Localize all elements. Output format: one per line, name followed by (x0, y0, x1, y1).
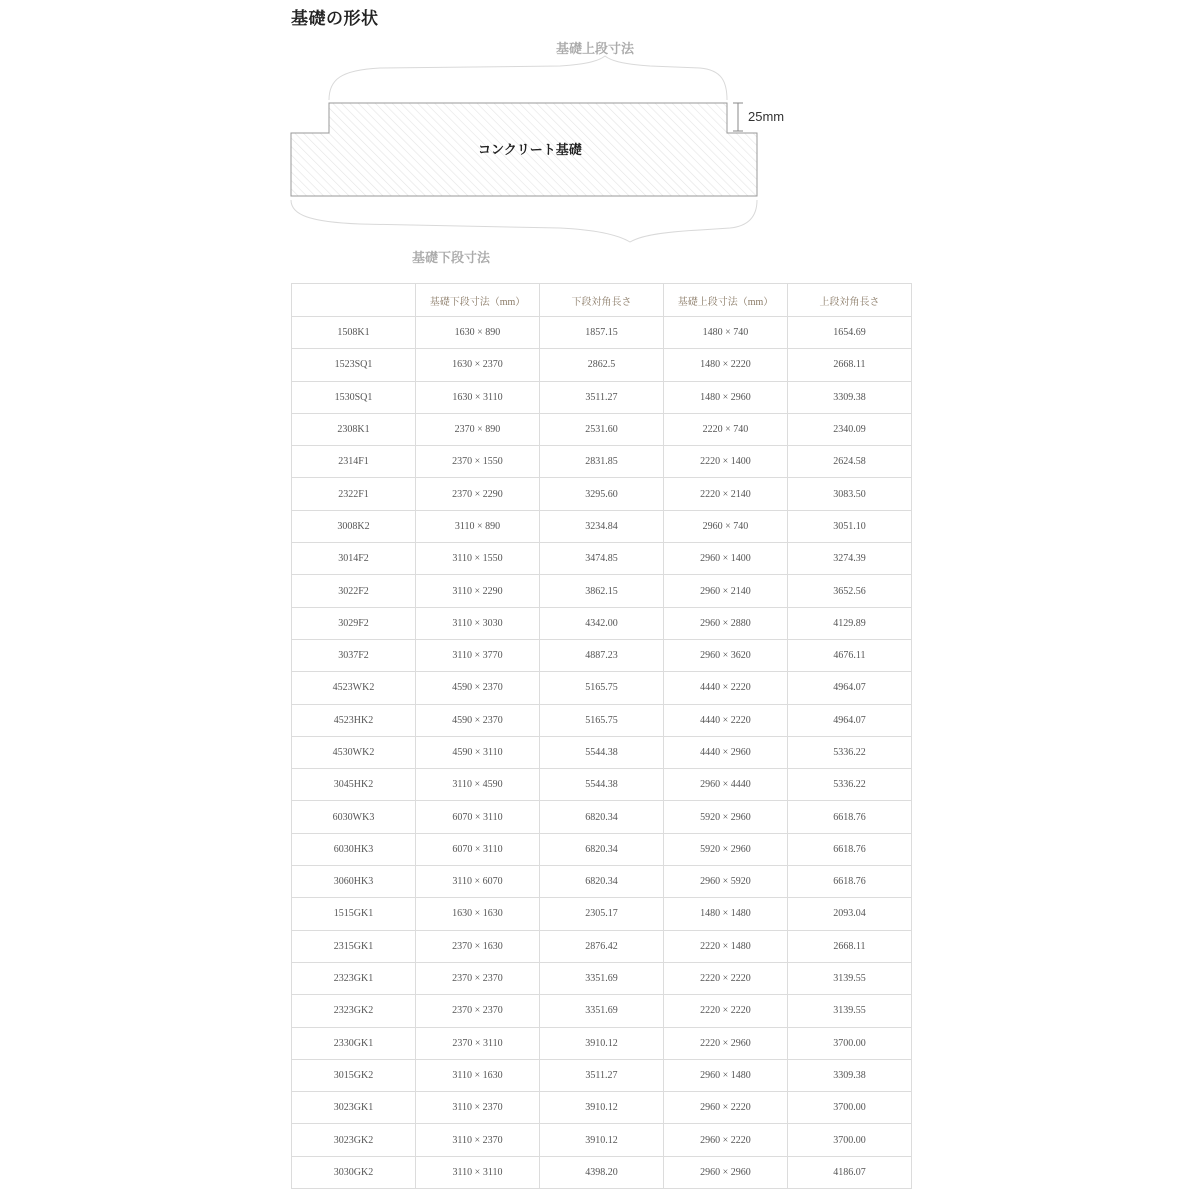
lower-dimension-label: 基礎下段寸法 (412, 251, 491, 266)
cell-lower-size: 2370 × 890 (416, 413, 540, 445)
cell-lower-diagonal: 5544.38 (540, 769, 664, 801)
cell-lower-size: 2370 × 1630 (416, 930, 540, 962)
cell-upper-size: 4440 × 2220 (664, 704, 788, 736)
cell-upper-size: 2220 × 740 (664, 413, 788, 445)
cell-model: 3037F2 (292, 639, 416, 671)
section-title: 基礎の形状 (291, 9, 379, 29)
cell-model: 3008K2 (292, 510, 416, 542)
cell-lower-diagonal: 2531.60 (540, 413, 664, 445)
cell-model: 3029F2 (292, 607, 416, 639)
cell-model: 3014F2 (292, 543, 416, 575)
cell-lower-diagonal: 6820.34 (540, 866, 664, 898)
header-upper-size: 基礎上段寸法（mm） (664, 284, 788, 317)
header-upper-diagonal: 上段対角長さ (788, 284, 912, 317)
cell-upper-size: 2960 × 1480 (664, 1059, 788, 1091)
cell-lower-diagonal: 5165.75 (540, 704, 664, 736)
cell-upper-size: 5920 × 2960 (664, 801, 788, 833)
foundation-size-table (291, 283, 912, 1189)
cell-model: 6030HK3 (292, 833, 416, 865)
cell-lower-diagonal: 3511.27 (540, 1059, 664, 1091)
cell-lower-size: 3110 × 2370 (416, 1092, 540, 1124)
cell-lower-diagonal: 3511.27 (540, 381, 664, 413)
cell-lower-size: 3110 × 1550 (416, 543, 540, 575)
table-row (292, 543, 912, 575)
cell-model: 2323GK2 (292, 995, 416, 1027)
cell-upper-diagonal: 3083.50 (788, 478, 912, 510)
cell-lower-size: 3110 × 4590 (416, 769, 540, 801)
table-row (292, 736, 912, 768)
cell-lower-diagonal: 2831.85 (540, 446, 664, 478)
table-row (292, 962, 912, 994)
cell-lower-diagonal: 2862.5 (540, 349, 664, 381)
cell-upper-size: 2220 × 2140 (664, 478, 788, 510)
cell-lower-diagonal: 3910.12 (540, 1092, 664, 1124)
cell-model: 3060HK3 (292, 866, 416, 898)
cell-model: 1515GK1 (292, 898, 416, 930)
header-lower-size: 基礎下段寸法（mm） (416, 284, 540, 317)
cell-upper-size: 2960 × 3620 (664, 639, 788, 671)
cell-upper-diagonal: 5336.22 (788, 769, 912, 801)
cell-model: 2322F1 (292, 478, 416, 510)
table-header-row (292, 284, 912, 317)
cell-upper-size: 1480 × 740 (664, 317, 788, 349)
cell-model: 3023GK2 (292, 1124, 416, 1156)
cell-lower-size: 2370 × 2370 (416, 995, 540, 1027)
table-row (292, 1092, 912, 1124)
cell-upper-size: 2960 × 2880 (664, 607, 788, 639)
cell-upper-diagonal: 6618.76 (788, 801, 912, 833)
table-row (292, 769, 912, 801)
table-header (292, 284, 912, 317)
table-row (292, 510, 912, 542)
step-height-label: 25mm (748, 109, 785, 124)
cell-upper-diagonal: 4129.89 (788, 607, 912, 639)
cell-upper-diagonal: 1654.69 (788, 317, 912, 349)
cell-model: 6030WK3 (292, 801, 416, 833)
table-row (292, 898, 912, 930)
cell-upper-size: 2960 × 2220 (664, 1092, 788, 1124)
cell-lower-size: 1630 × 3110 (416, 381, 540, 413)
cell-lower-diagonal: 2876.42 (540, 930, 664, 962)
cell-model: 1530SQ1 (292, 381, 416, 413)
cell-lower-size: 2370 × 3110 (416, 1027, 540, 1059)
cell-model: 3045HK2 (292, 769, 416, 801)
cell-upper-size: 1480 × 2220 (664, 349, 788, 381)
cell-upper-diagonal: 3139.55 (788, 962, 912, 994)
table-row (292, 801, 912, 833)
cell-model: 3015GK2 (292, 1059, 416, 1091)
cell-model: 3023GK1 (292, 1092, 416, 1124)
cell-upper-size: 2220 × 1400 (664, 446, 788, 478)
cell-model: 2323GK1 (292, 962, 416, 994)
cell-upper-diagonal: 4676.11 (788, 639, 912, 671)
cell-lower-size: 3110 × 2290 (416, 575, 540, 607)
cell-upper-diagonal: 3700.00 (788, 1124, 912, 1156)
cell-upper-diagonal: 6618.76 (788, 866, 912, 898)
concrete-label: コンクリート基礎 (478, 143, 582, 158)
cell-model: 2308K1 (292, 413, 416, 445)
cell-upper-diagonal: 4964.07 (788, 672, 912, 704)
cell-lower-diagonal: 4398.20 (540, 1156, 664, 1188)
lower-dimension-brace (291, 200, 757, 242)
cell-model: 4523WK2 (292, 672, 416, 704)
cell-upper-size: 2220 × 2220 (664, 962, 788, 994)
table-row (292, 672, 912, 704)
cell-lower-size: 4590 × 3110 (416, 736, 540, 768)
cell-upper-size: 2960 × 2220 (664, 1124, 788, 1156)
cell-lower-diagonal: 3234.84 (540, 510, 664, 542)
upper-dimension-label: 基礎上段寸法 (556, 42, 635, 57)
cell-lower-size: 3110 × 3110 (416, 1156, 540, 1188)
cell-model: 4523HK2 (292, 704, 416, 736)
cell-model: 3022F2 (292, 575, 416, 607)
cell-lower-size: 3110 × 2370 (416, 1124, 540, 1156)
cell-lower-diagonal: 3295.60 (540, 478, 664, 510)
cell-upper-diagonal: 4964.07 (788, 704, 912, 736)
cell-upper-size: 4440 × 2960 (664, 736, 788, 768)
table-row (292, 317, 912, 349)
cell-model: 3030GK2 (292, 1156, 416, 1188)
cell-upper-diagonal: 2624.58 (788, 446, 912, 478)
cell-model: 2314F1 (292, 446, 416, 478)
cell-upper-size: 2960 × 2960 (664, 1156, 788, 1188)
cell-upper-size: 2960 × 1400 (664, 543, 788, 575)
table-row (292, 446, 912, 478)
cell-upper-diagonal: 3700.00 (788, 1092, 912, 1124)
cell-upper-size: 1480 × 2960 (664, 381, 788, 413)
cell-lower-size: 6070 × 3110 (416, 833, 540, 865)
cell-upper-size: 2220 × 2960 (664, 1027, 788, 1059)
cell-model: 2315GK1 (292, 930, 416, 962)
cell-upper-size: 2960 × 2140 (664, 575, 788, 607)
cell-upper-diagonal: 2668.11 (788, 349, 912, 381)
table-row (292, 704, 912, 736)
cell-lower-size: 4590 × 2370 (416, 704, 540, 736)
cell-lower-diagonal: 3910.12 (540, 1027, 664, 1059)
cell-upper-size: 4440 × 2220 (664, 672, 788, 704)
header-lower-diagonal: 下段対角長さ (540, 284, 664, 317)
cell-upper-size: 5920 × 2960 (664, 833, 788, 865)
foundation-size-table-wrapper (291, 283, 912, 1189)
cell-lower-diagonal: 3910.12 (540, 1124, 664, 1156)
table-row (292, 381, 912, 413)
table-row (292, 639, 912, 671)
cell-lower-size: 3110 × 3030 (416, 607, 540, 639)
cell-lower-diagonal: 5165.75 (540, 672, 664, 704)
cell-upper-diagonal: 2668.11 (788, 930, 912, 962)
cell-model: 4530WK2 (292, 736, 416, 768)
table-row (292, 478, 912, 510)
cell-lower-diagonal: 6820.34 (540, 801, 664, 833)
cell-lower-diagonal: 3351.69 (540, 995, 664, 1027)
cell-lower-size: 3110 × 1630 (416, 1059, 540, 1091)
table-row (292, 607, 912, 639)
upper-dimension-brace (329, 56, 727, 100)
table-row (292, 1027, 912, 1059)
cell-upper-size: 2220 × 1480 (664, 930, 788, 962)
cell-lower-diagonal: 1857.15 (540, 317, 664, 349)
table-row (292, 575, 912, 607)
header-model (292, 284, 416, 317)
cell-lower-diagonal: 2305.17 (540, 898, 664, 930)
cell-lower-size: 3110 × 6070 (416, 866, 540, 898)
table-row (292, 995, 912, 1027)
cell-upper-diagonal: 3274.39 (788, 543, 912, 575)
cell-lower-size: 2370 × 1550 (416, 446, 540, 478)
cell-upper-size: 2220 × 2220 (664, 995, 788, 1027)
cell-lower-size: 1630 × 1630 (416, 898, 540, 930)
table-row (292, 1124, 912, 1156)
cell-upper-diagonal: 6618.76 (788, 833, 912, 865)
cell-upper-size: 2960 × 740 (664, 510, 788, 542)
table-row (292, 930, 912, 962)
cell-upper-size: 1480 × 1480 (664, 898, 788, 930)
table-body (292, 317, 912, 1189)
cell-lower-size: 4590 × 2370 (416, 672, 540, 704)
cell-upper-size: 2960 × 4440 (664, 769, 788, 801)
table-row (292, 1156, 912, 1188)
cell-lower-diagonal: 5544.38 (540, 736, 664, 768)
cell-lower-size: 2370 × 2290 (416, 478, 540, 510)
cell-lower-diagonal: 3351.69 (540, 962, 664, 994)
cell-lower-size: 3110 × 3770 (416, 639, 540, 671)
table-row (292, 413, 912, 445)
cell-model: 2330GK1 (292, 1027, 416, 1059)
cell-upper-diagonal: 4186.07 (788, 1156, 912, 1188)
cell-upper-size: 2960 × 5920 (664, 866, 788, 898)
cell-model: 1508K1 (292, 317, 416, 349)
cell-lower-size: 1630 × 2370 (416, 349, 540, 381)
cell-lower-diagonal: 6820.34 (540, 833, 664, 865)
foundation-diagram (0, 0, 1200, 280)
cell-upper-diagonal: 3139.55 (788, 995, 912, 1027)
cell-lower-diagonal: 4342.00 (540, 607, 664, 639)
cell-lower-size: 2370 × 2370 (416, 962, 540, 994)
table-row (292, 1059, 912, 1091)
cell-upper-diagonal: 3051.10 (788, 510, 912, 542)
cell-lower-size: 3110 × 890 (416, 510, 540, 542)
cell-lower-size: 1630 × 890 (416, 317, 540, 349)
cell-upper-diagonal: 3309.38 (788, 381, 912, 413)
cell-lower-diagonal: 3862.15 (540, 575, 664, 607)
table-row (292, 866, 912, 898)
cell-upper-diagonal: 3309.38 (788, 1059, 912, 1091)
cell-upper-diagonal: 3652.56 (788, 575, 912, 607)
cell-upper-diagonal: 3700.00 (788, 1027, 912, 1059)
table-row (292, 833, 912, 865)
table-row (292, 349, 912, 381)
cell-lower-diagonal: 4887.23 (540, 639, 664, 671)
cell-model: 1523SQ1 (292, 349, 416, 381)
cell-upper-diagonal: 2093.04 (788, 898, 912, 930)
cell-upper-diagonal: 2340.09 (788, 413, 912, 445)
cell-lower-size: 6070 × 3110 (416, 801, 540, 833)
cell-upper-diagonal: 5336.22 (788, 736, 912, 768)
cell-lower-diagonal: 3474.85 (540, 543, 664, 575)
